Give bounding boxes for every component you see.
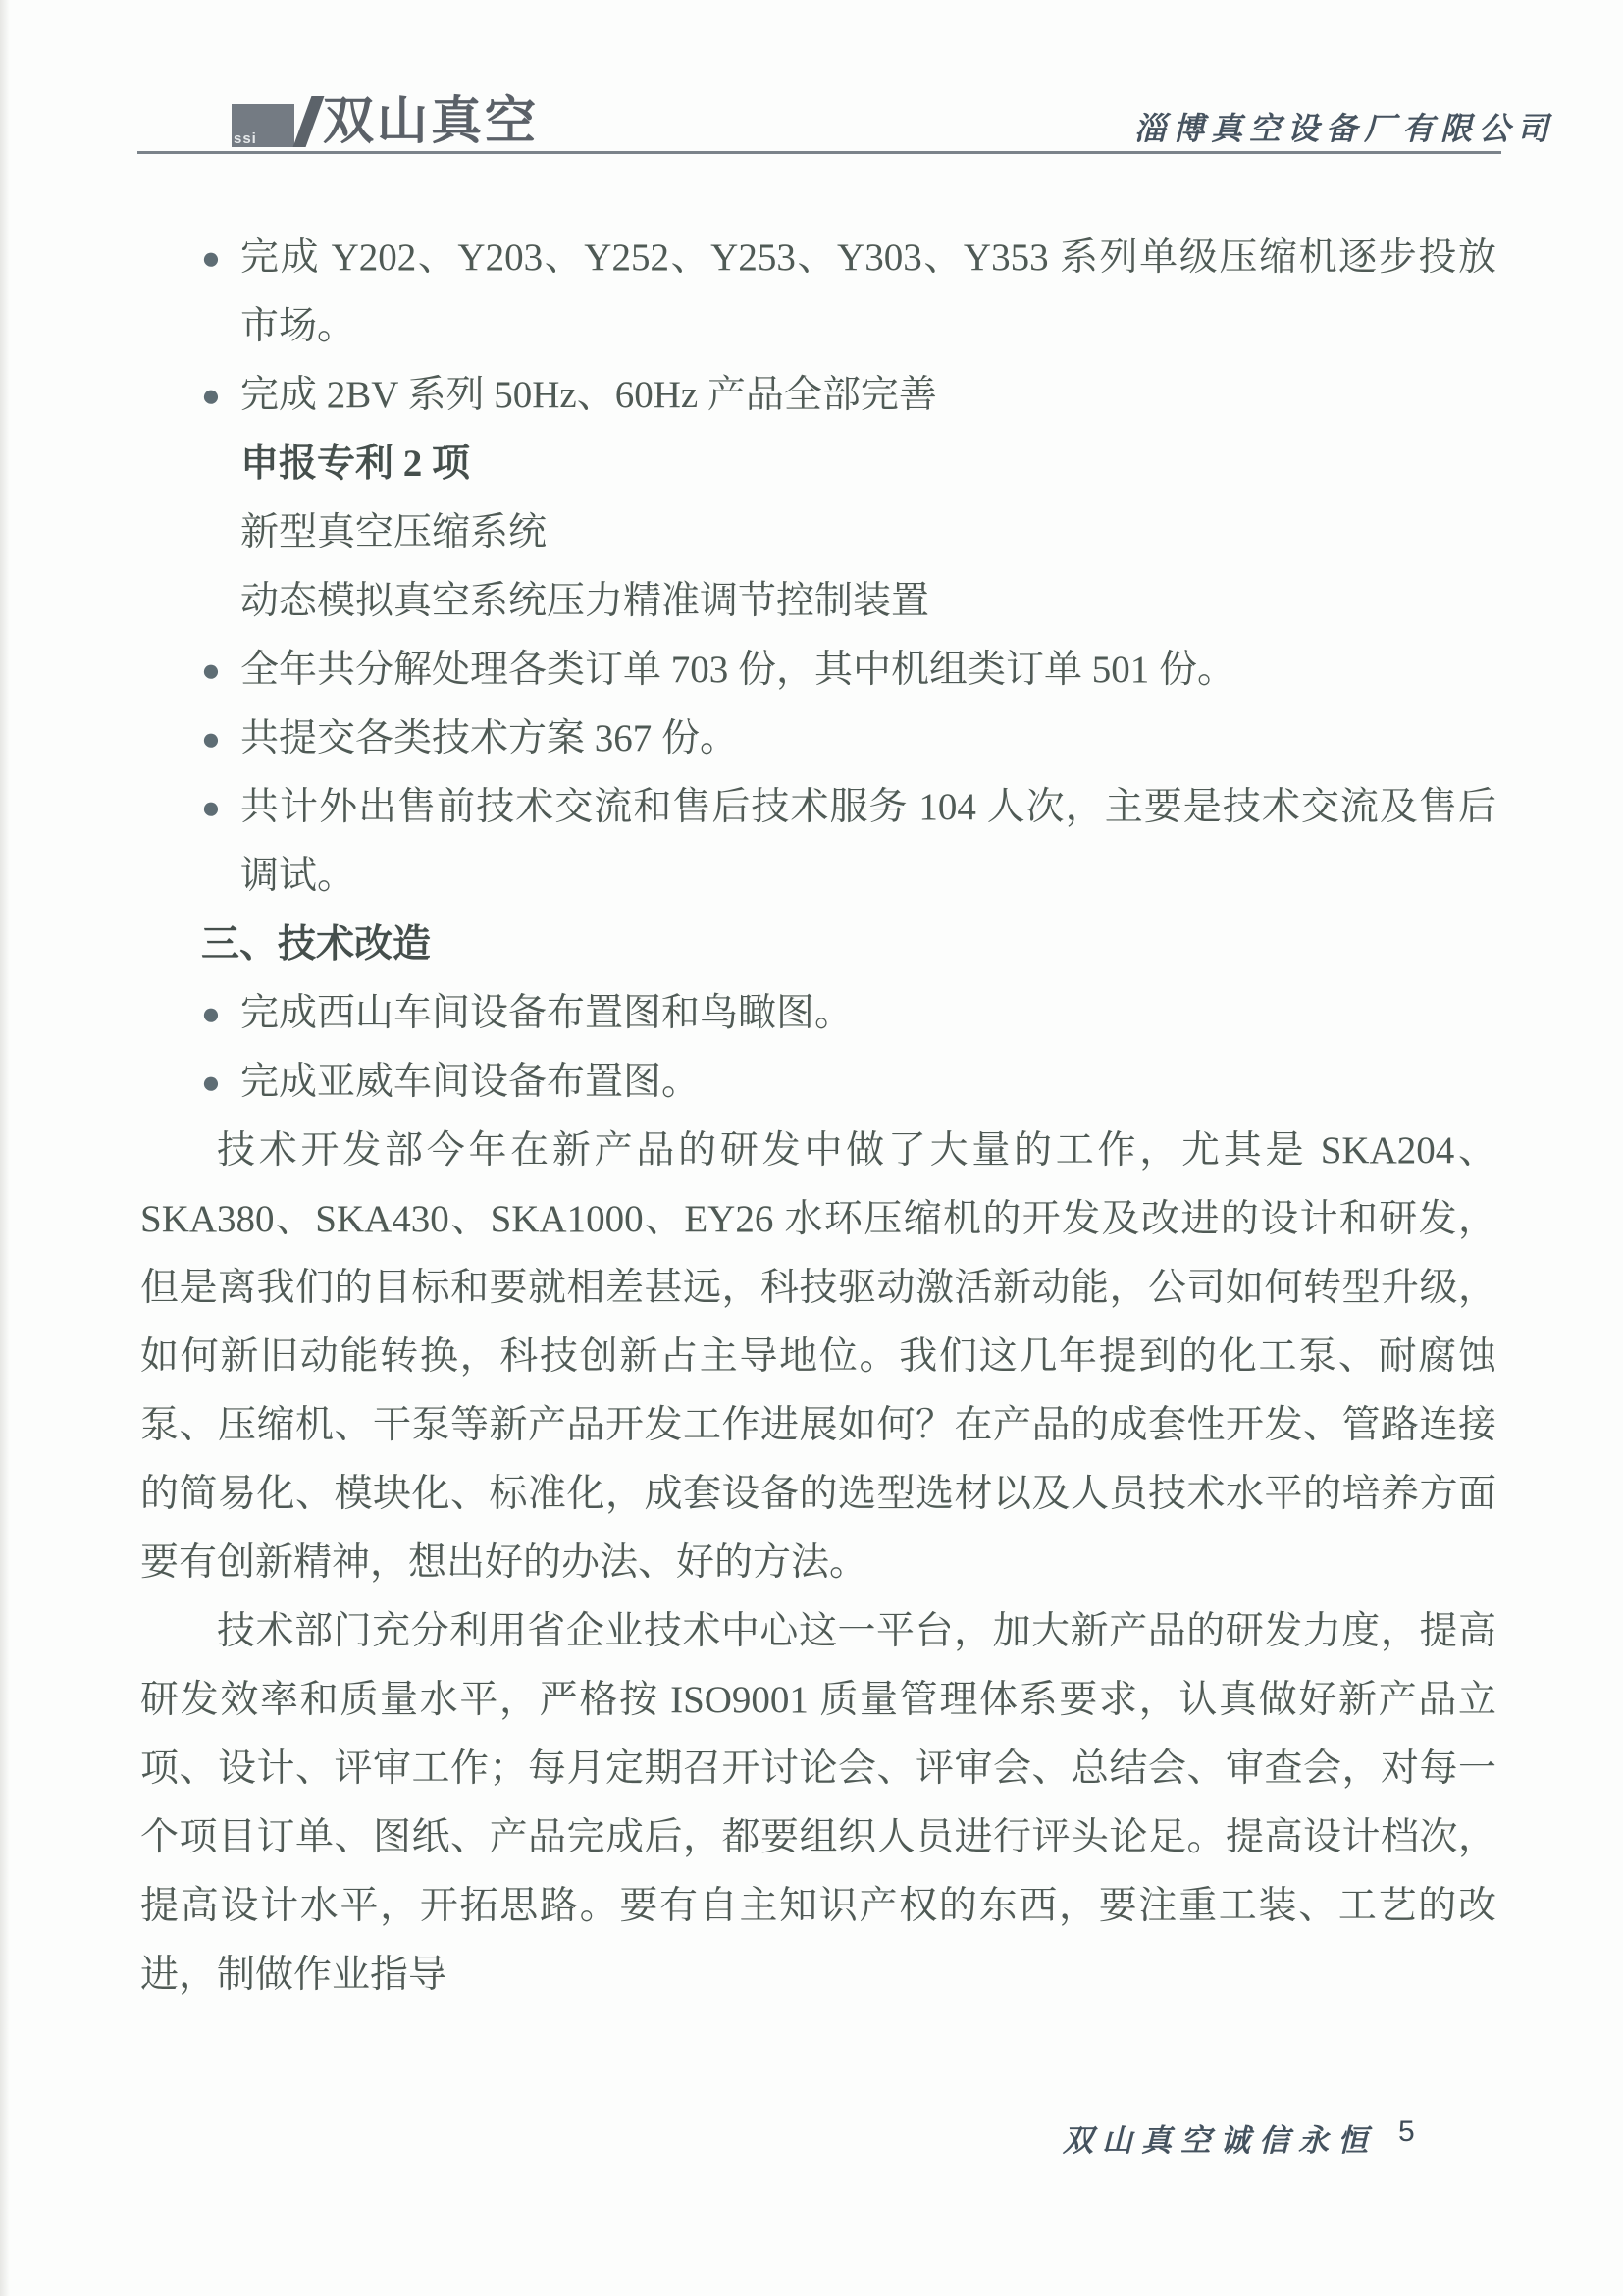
list-item-text: 完成 2BV 系列 50Hz、60Hz 产品全部完善 — [240, 374, 937, 416]
company-name-header: 淄博真空设备厂有限公司 — [1134, 111, 1556, 146]
bullet-icon: ● — [201, 653, 221, 689]
list-item — [201, 1048, 1496, 1117]
footer-company-motto: 双山真空 — [1063, 2123, 1220, 2158]
list-item — [201, 636, 1496, 704]
patent-item: 动态模拟真空系统压力精准调节控制装置 — [240, 580, 930, 622]
scan-edge-shadow — [0, 0, 10, 2296]
footer-slogan: 诚信永恒 — [1220, 2123, 1377, 2158]
logo-slash-icon — [293, 96, 325, 147]
patent-heading: 申报专利 2 项 — [240, 443, 471, 485]
list-item-text: 完成 Y202、Y203、Y252、Y253、Y303、Y353 系列单级压缩机逐步投放市场。 — [240, 236, 1496, 347]
bullet-icon: ● — [201, 241, 221, 277]
logo-brand-name: 双山真空 — [323, 93, 540, 150]
list-item — [201, 361, 1496, 430]
bullet-icon: ● — [201, 722, 221, 757]
patent-item: 新型真空压缩系统 — [240, 511, 548, 553]
list-item — [201, 979, 1496, 1048]
bullet-icon: ● — [201, 1066, 221, 1101]
page-number: 5 — [1398, 2115, 1415, 2148]
body-paragraph: 技术部门充分利用省企业技术中心这一平台，加大新产品的研发力度，提高研发效率和质量水平，严格按 ISO9001 质量管理体系要求，认真做好新产品立项、设计、评审工作；每月定期召开讨论会、评审会、总结会、审查会，对每一个项目订单、图纸、产品完成后，都要组织人员进行评头论足。提高设计档次，提高设计水平，开拓思路。要有自主知识产权的东西，要注重工装、工艺的改进，制做作业指导 — [140, 1610, 1496, 1996]
list-item-text: 共计外出售前技术交流和售后技术服务 104 人次，主要是技术交流及售后调试。 — [240, 786, 1496, 897]
list-item-text: 全年共分解处理各类订单 703 份，其中机组类订单 501 份。 — [240, 649, 1236, 691]
company-logo — [232, 93, 540, 150]
list-item-text: 完成亚威车间设备布置图。 — [240, 1061, 701, 1103]
body-paragraph: 技术开发部今年在新产品的研发中做了大量的工作，尤其是 SKA204、SKA380、SKA430、SKA1000、EY26 水环压缩机的开发及改进的设计和研发，但是离我们的目标和要就相差甚远，科技驱动激活新动能，公司如何转型升级，如何新旧动能转换，科技创新占主导地位。我们这几年提到的化工泵、耐腐蚀泵、压缩机、干泵等新产品开发工作进展如何？在产品的成套性开发、管路连接的简易化、模块化、标准化，成套设备的选型选材以及人员技术水平的培养方面要有创新精神，想出好的办法、好的方法。 — [140, 1129, 1496, 1584]
list-item-text: 共提交各类技术方案 367 份。 — [240, 717, 739, 759]
list-item — [201, 704, 1496, 773]
section-heading: 三、技术改造 — [201, 923, 432, 965]
list-item — [201, 773, 1496, 911]
document-body — [140, 224, 1496, 2009]
bullet-icon: ● — [201, 791, 221, 826]
header-divider — [137, 151, 1501, 154]
logo-ssi-text: ssi — [234, 130, 257, 147]
bullet-icon: ● — [201, 997, 221, 1032]
logo-square-icon — [232, 104, 294, 147]
list-item — [201, 224, 1496, 361]
bullet-icon: ● — [201, 379, 221, 414]
list-item-text: 完成西山车间设备布置图和鸟瞰图。 — [240, 992, 854, 1034]
